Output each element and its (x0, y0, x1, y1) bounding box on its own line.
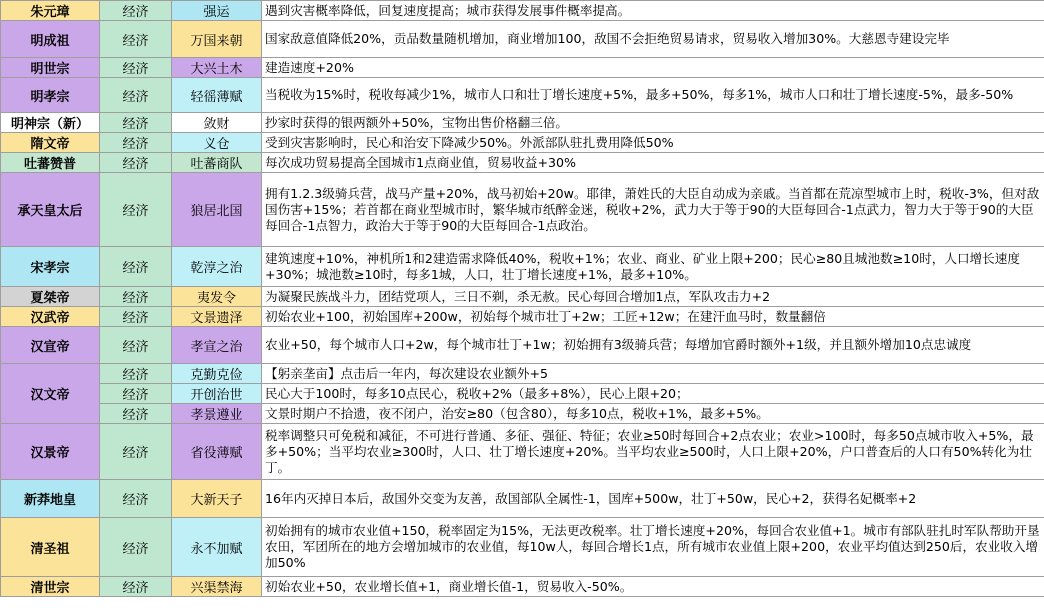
category-cell: 经济 (100, 1, 172, 21)
category-cell: 经济 (100, 327, 172, 364)
policy-effect-cell: 【躬亲垄亩】点击后一年内，每次建设农业额外+5 (262, 364, 1044, 384)
policy-effect-cell: 民心大于100时，每多10点民心，税收+2%（最多+8%），民心上限+20； (262, 384, 1044, 404)
policy-effect-cell: 建筑速度+10%，神机所1和2建造需求降低40%，税收+1%；农业、商业、矿业上限+200；民心≥80且城池数≥10时，人口增长速度+30%；城池数≥10时，每多1城，人口，壮丁增长速度+1%，最多+10%。 (262, 247, 1044, 287)
ruler-cell: 宋孝宗 (1, 247, 100, 287)
category-cell: 经济 (100, 384, 172, 404)
policy-name-cell: 义仓 (172, 133, 262, 153)
category-cell: 经济 (100, 404, 172, 424)
policy-name-cell: 文景遗泽 (172, 307, 262, 327)
policy-effect-cell: 农业+50，每个城市人口+2w，每个城市壮丁+1w；初始拥有3级骑兵营；每增加官爵时额外+1级，并且额外增加10点忠诚度 (262, 327, 1044, 364)
policy-effect-cell: 为凝聚民族战斗力，团结党项人，三日不剃，杀无赦。民心每回合增加1点，军队攻击力+2 (262, 287, 1044, 307)
category-cell: 经济 (100, 577, 172, 597)
ruler-cell: 新莽地皇 (1, 480, 100, 518)
policy-effect-cell: 初始农业+50，农业增长值+1，商业增长值-1，贸易收入-50%。 (262, 577, 1044, 597)
policy-name-cell: 万国来朝 (172, 21, 262, 58)
policy-effect-cell: 受到灾害影响时，民心和治安下降减少50%。外派部队驻扎费用降低50% (262, 133, 1044, 153)
policy-effect-cell: 初始农业+100，初始国库+200w，初始每个城市壮丁+2w；工匠+12w；在建汗血马时，数量翻倍 (262, 307, 1044, 327)
table-row (1, 1, 1044, 21)
policy-effect-cell: 每次成功贸易提高全国城市1点商业值，贸易收益+30% (262, 153, 1044, 173)
table-row (1, 404, 1044, 424)
policy-effect-cell: 文景时期户不拾遗，夜不闭户，治安≥80（包含80），每多10点，税收+1%，最多+5%。 (262, 404, 1044, 424)
ruler-cell: 明神宗（新） (1, 113, 100, 133)
ruler-cell: 隋文帝 (1, 133, 100, 153)
ruler-cell: 承天皇太后 (1, 173, 100, 247)
policy-name-cell: 孝景遵业 (172, 404, 262, 424)
table-row (1, 78, 1044, 113)
ruler-cell: 汉武帝 (1, 307, 100, 327)
category-cell: 经济 (100, 247, 172, 287)
ruler-cell: 夏桀帝 (1, 287, 100, 307)
category-cell: 经济 (100, 21, 172, 58)
category-cell: 经济 (100, 153, 172, 173)
policy-effect-cell: 初始拥有的城市农业值+150，税率固定为15%，无法更改税率。壮丁增长速度+20%，每回合农业值+1。城市有部队驻扎时军队帮助开垦农田，军团所在的地方会增加城市的农业值，每10w人，每回合增长1点，所有城市农业值上限+200，农业平均值达到250后，农业收入增加50% (262, 518, 1044, 577)
ruler-cell: 清圣祖 (1, 518, 100, 577)
ruler-cell: 朱元璋 (1, 1, 100, 21)
policy-table-body (1, 1, 1044, 597)
policy-name-cell: 强运 (172, 1, 262, 21)
policy-name-cell: 开创治世 (172, 384, 262, 404)
category-cell: 经济 (100, 287, 172, 307)
table-row (1, 384, 1044, 404)
category-cell: 经济 (100, 58, 172, 78)
policy-name-cell: 狼居北国 (172, 173, 262, 247)
policy-name-cell: 大兴土木 (172, 58, 262, 78)
policy-effect-cell: 遇到灾害概率降低，回复速度提高；城市获得发展事件概率提高。 (262, 1, 1044, 21)
policy-name-cell: 吐蕃商队 (172, 153, 262, 173)
policy-effect-cell: 抄家时获得的银两额外+50%，宝物出售价格翻三倍。 (262, 113, 1044, 133)
table-row (1, 21, 1044, 58)
policy-effect-cell: 当税收为15%时，税收每减少1%，城市人口和壮丁增长速度+5%，最多+50%，每多1%，城市人口和壮丁增长速度-5%，最多-50% (262, 78, 1044, 113)
category-cell: 经济 (100, 480, 172, 518)
policy-name-cell: 孝宣之治 (172, 327, 262, 364)
category-cell: 经济 (100, 173, 172, 247)
ruler-cell: 明成祖 (1, 21, 100, 58)
table-row (1, 327, 1044, 364)
category-cell: 经济 (100, 518, 172, 577)
table-row (1, 153, 1044, 173)
table-row (1, 364, 1044, 384)
table-row (1, 173, 1044, 247)
ruler-cell: 明世宗 (1, 58, 100, 78)
ruler-cell: 汉文帝 (1, 364, 100, 424)
ruler-cell: 清世宗 (1, 577, 100, 597)
policy-effect-cell: 16年内灭掉日本后，敌国外交变为友善，敌国部队全属性-1，国库+500w，壮丁+50w，民心+2，获得名妃概率+2 (262, 480, 1044, 518)
policy-effect-cell: 拥有1.2.3级骑兵营，战马产量+20%，战马初始+20w。耶律，萧姓氏的大臣自动成为亲戚。当首都在荒凉型城市上时，税收-3%，但对敌国伤害+15%；若首都在商业型城市时，繁华城市纸醉金迷，税收+2%，武力大于等于90的大臣每回合-1点武力，智力大于等于90的大臣每回合-1点智力，政治大于等于90的大臣每回合-1点政治。 (262, 173, 1044, 247)
category-cell: 经济 (100, 424, 172, 480)
table-row (1, 287, 1044, 307)
policy-name-cell: 敛财 (172, 113, 262, 133)
table-row (1, 424, 1044, 480)
table-row (1, 247, 1044, 287)
ruler-cell: 明孝宗 (1, 78, 100, 113)
table-row (1, 307, 1044, 327)
category-cell: 经济 (100, 133, 172, 153)
table-row (1, 518, 1044, 577)
policy-effect-cell: 建造速度+20% (262, 58, 1044, 78)
ruler-cell: 汉宣帝 (1, 327, 100, 364)
table-row (1, 480, 1044, 518)
policy-name-cell: 大新天子 (172, 480, 262, 518)
ruler-cell: 吐蕃赞普 (1, 153, 100, 173)
table-row (1, 113, 1044, 133)
policy-name-cell: 兴渠禁海 (172, 577, 262, 597)
category-cell: 经济 (100, 113, 172, 133)
category-cell: 经济 (100, 307, 172, 327)
policy-name-cell: 克勤克俭 (172, 364, 262, 384)
table-row (1, 58, 1044, 78)
table-row (1, 133, 1044, 153)
policy-name-cell: 永不加赋 (172, 518, 262, 577)
ruler-cell: 汉景帝 (1, 424, 100, 480)
policy-effect-cell: 税率调整只可免税和减征，不可进行普通、多征、强征、特征；农业≥50时每回合+2点农业；农业>100时，每多50点城市收入+5%，最多+50%；当平均农业≥300时，人口、壮丁增长速度+20%。当平均农业≥500时，人口上限+20%，户口普查后的人口有50%转化为壮丁。 (262, 424, 1044, 480)
policy-effect-cell: 国家敌意值降低20%，贡品数量随机增加，商业增加100，敌国不会拒绝贸易请求，贸易收入增加30%。大慈恩寺建设完毕 (262, 21, 1044, 58)
category-cell: 经济 (100, 364, 172, 384)
policy-name-cell: 轻徭薄赋 (172, 78, 262, 113)
policy-name-cell: 省役薄赋 (172, 424, 262, 480)
table-row (1, 577, 1044, 597)
category-cell: 经济 (100, 78, 172, 113)
policy-name-cell: 夷发令 (172, 287, 262, 307)
policy-name-cell: 乾淳之治 (172, 247, 262, 287)
